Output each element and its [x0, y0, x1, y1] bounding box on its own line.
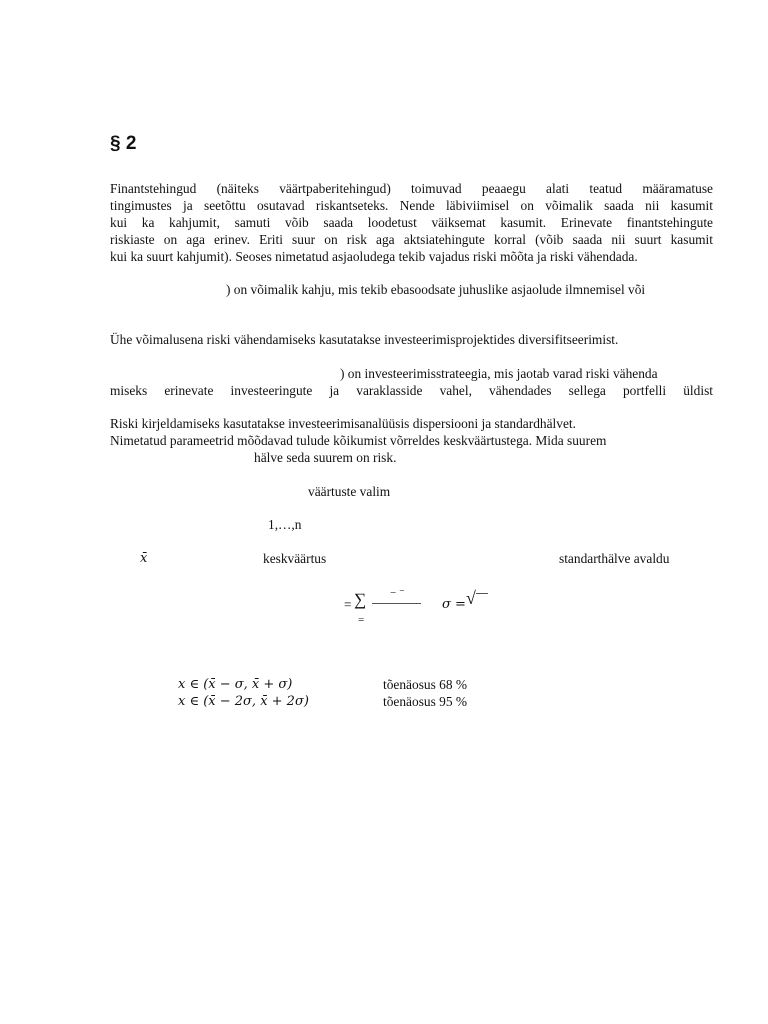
paragraph-line: kui ka kahjumit, samuti võib saada loodetust väiksemat kasumit. Erinevate finantstehingute — [110, 215, 713, 230]
fraction-numerator: − ⁻ — [390, 587, 405, 599]
paragraph-line: Nimetatud parameetrid mõõdavad tulude kõikumist võrreldes keskväärtustega. Mida suurem — [110, 433, 607, 448]
interval-expression-1: x ∈ (x̄ − σ, x̄ + σ) — [178, 677, 293, 692]
stddev-label: standarthälve avaldu — [559, 551, 670, 566]
interval-probability-2: tõenäosus 95 % — [383, 694, 468, 709]
paragraph-line: Riski kirjeldamiseks kasutatakse investeerimisanalüüsis dispersiooni ja standardhälvet. — [110, 416, 576, 431]
risk-measure-last-line: hälve seda suurem on risk. — [254, 450, 397, 465]
risk-definition: ) on võimalik kahju, mis tekib ebasoodsate juhuslike asjaolude ilmnemisel või — [226, 282, 646, 297]
sigma-equals: σ = — [442, 597, 466, 612]
diversification-definition-line1: ) on investeerimisstrateegia, mis jaotab varad riski vähenda — [340, 366, 658, 381]
risk-measure-paragraph — [110, 415, 713, 449]
sample-label: väärtuste valim — [308, 484, 391, 499]
paragraph-line: kui ka suurt kahjumit). Seoses nimetatud asjaoludega tekib vajadus riski mõõta ja riski vähendada. — [110, 249, 638, 264]
section-heading: § 2 — [110, 133, 137, 154]
paragraph-line: riskiaste on aga erinev. Eriti suur on risk aga aktsiatehingute korral (võib saada nii suurt kasumit — [110, 232, 713, 247]
fraction-bar — [372, 603, 421, 604]
mean-equals: = — [344, 597, 352, 612]
diversification-definition — [110, 382, 713, 399]
index-range: 1,…,n — [268, 517, 302, 532]
intro-paragraph — [110, 180, 713, 265]
interval-expression-2: x ∈ (x̄ − 2σ, x̄ + 2σ) — [178, 694, 309, 709]
interval-probability-1: tõenäosus 68 % — [383, 677, 468, 692]
mean-symbol: x̄ — [140, 551, 148, 566]
sum-symbol: ∑ — [354, 590, 367, 609]
sum-subscript: = — [358, 614, 365, 626]
paragraph-line: tingimustes ja seetõttu osutavad riskantseteks. Nende läbiviimisel on võimalik saada nii kasumit — [110, 198, 713, 213]
mean-label: keskväärtus — [263, 551, 327, 566]
paragraph-line: Finantstehingud (näiteks väärtpaberitehingud) toimuvad peaaegu alati teatud määramatuse — [110, 181, 713, 196]
sqrt-symbol: √ — [466, 588, 476, 608]
paragraph-line: miseks erinevate investeeringute ja varaklasside vahel, vähendades sellega portfelli üldist — [110, 383, 713, 398]
diversification-intro: Ühe võimalusena riski vähendamiseks kasutatakse investeerimisprojektides diversifitseerimist. — [110, 332, 619, 347]
sqrt-bar — [476, 593, 488, 594]
